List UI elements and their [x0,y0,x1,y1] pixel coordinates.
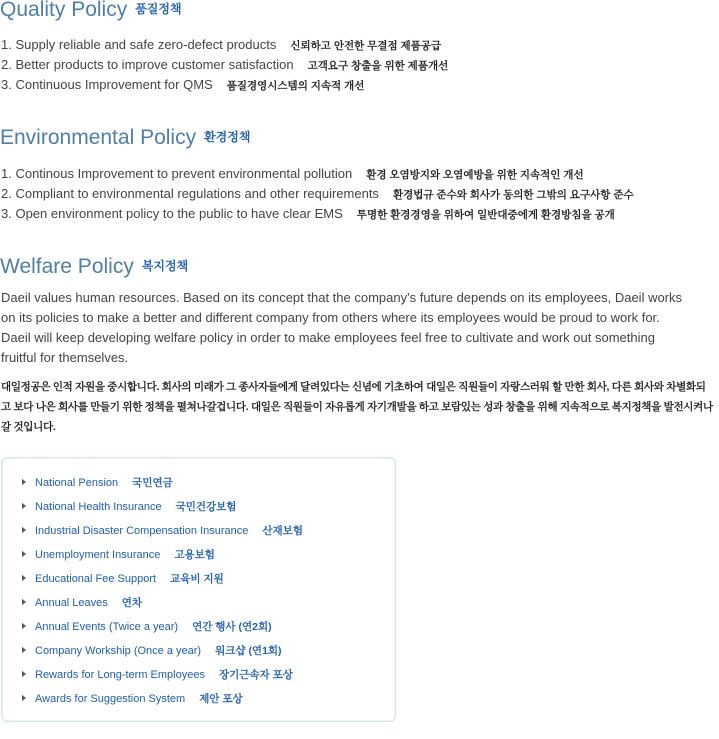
quality-item-ko: 신뢰하고 안전한 무결점 제품공급 [290,40,442,52]
quality-item [1,57,448,73]
arrow-right-icon [22,695,26,701]
benefit-item [22,619,272,634]
arrow-right-icon [22,479,26,485]
environmental-item-en: 2. Compliant to environmental regulations and other requirements [1,186,379,201]
benefit-ko: 연차 [121,597,143,609]
environmental-item-ko: 환경 오염방지와 오염예방을 위한 지속적인 개선 [366,169,584,181]
environmental-item-ko: 투명한 환경경영을 위하여 일반대중에게 환경방침을 공개 [356,209,615,221]
benefit-ko: 장기근속자 포상 [218,669,293,681]
benefit-item [22,475,173,490]
arrow-right-icon [22,623,26,629]
benefit-ko: 교육비 지원 [170,573,224,585]
welfare-description-ko: 대일정공은 인적 자원을 중시합니다. 회사의 미래가 그 종사자들에게 달려있다는 신념에 기초하여 대일은 직원들이 자랑스러워 할 만한 회사, 다른 회사와 차별화되고 보다 나은 회사를 만들기 위한 정책을 펼쳐나갈겁니다. 대일은 직원들이 자유롭게 자기개발을 하고 보람있는 성과 창출을 위해 지속적으로 복지정책을 발전시켜나갈 것입니다. [1,381,713,433]
quality-title-en: Quality Policy [0,0,128,21]
benefit-item [22,643,282,658]
arrow-right-icon [22,503,26,509]
benefit-en: Annual Leaves [35,597,108,609]
environmental-title-en: Environmental Policy [0,126,197,149]
arrow-right-icon [22,527,26,533]
benefit-ko: 고용보험 [174,549,215,561]
environmental-item [1,186,634,202]
welfare-policy-title [0,255,188,279]
benefit-en: Industrial Disaster Compensation Insurance [35,525,249,537]
benefit-ko: 제안 포상 [199,693,243,705]
quality-item-ko: 품질경영시스템의 지속적 개선 [226,80,365,92]
environmental-item-en: 3. Open environment policy to the public to have clear EMS [1,206,343,221]
quality-item-en: 1. Supply reliable and safe zero-defect products [1,37,277,52]
quality-item-ko: 고객요구 창출을 위한 제품개선 [307,60,449,72]
benefit-en: Educational Fee Support [35,573,157,585]
welfare-title-en: Welfare Policy [0,255,134,278]
benefit-en: Unemployment Insurance [35,549,161,561]
quality-title-ko: 품질정책 [135,2,182,16]
environmental-item-en: 1. Continous Improvement to prevent environmental pollution [1,166,353,181]
quality-item [1,37,441,53]
benefit-en: National Health Insurance [35,501,162,513]
benefit-ko: 워크샵 (연1회) [215,645,282,657]
benefit-item [22,571,224,586]
benefit-item [22,499,236,514]
benefit-ko: 연간 행사 (연2회) [192,621,272,633]
benefit-en: Awards for Suggestion System [35,693,186,705]
welfare-title-ko: 복지정책 [141,259,189,273]
environmental-title-ko: 환경정책 [204,130,251,144]
benefit-item [22,547,215,562]
arrow-right-icon [22,647,26,653]
environmental-item [1,166,584,182]
environmental-item-ko: 환경법규 준수와 회사가 동의한 그밖의 요구사항 준수 [392,189,634,201]
benefit-en: Annual Events (Twice a year) [35,621,179,633]
welfare-description-en: Daeil values human resources. Based on its concept that the company's future depends on its employees, Daeil works on its policies to make a better and different company from others where its employees would be proud to work for. Daeil will keep developing welfare policy in order to make employees feel free to cultivate and work out something fruitful for themselves. [1,290,683,365]
arrow-right-icon [22,575,26,581]
quality-item [1,77,364,93]
benefit-ko: 산재보험 [262,525,303,537]
benefit-item [22,595,142,610]
quality-policy-title [0,0,182,22]
benefit-item [22,667,293,682]
arrow-right-icon [22,551,26,557]
benefit-ko: 국민건강보험 [175,501,237,513]
arrow-right-icon [22,671,26,677]
benefit-en: Rewards for Long-term Employees [35,669,205,681]
quality-item-en: 2. Better products to improve customer satisfaction [1,57,294,72]
environmental-policy-title [0,126,250,150]
arrow-right-icon [22,599,26,605]
quality-item-en: 3. Continuous Improvement for QMS [1,77,213,92]
benefit-item [22,691,243,706]
benefit-en: National Pension [35,477,119,489]
benefit-item [22,523,303,538]
environmental-item [1,206,615,222]
benefit-en: Company Workship (Once a year) [35,645,202,657]
benefits-box [1,457,396,722]
benefit-ko: 국민연금 [132,477,173,489]
